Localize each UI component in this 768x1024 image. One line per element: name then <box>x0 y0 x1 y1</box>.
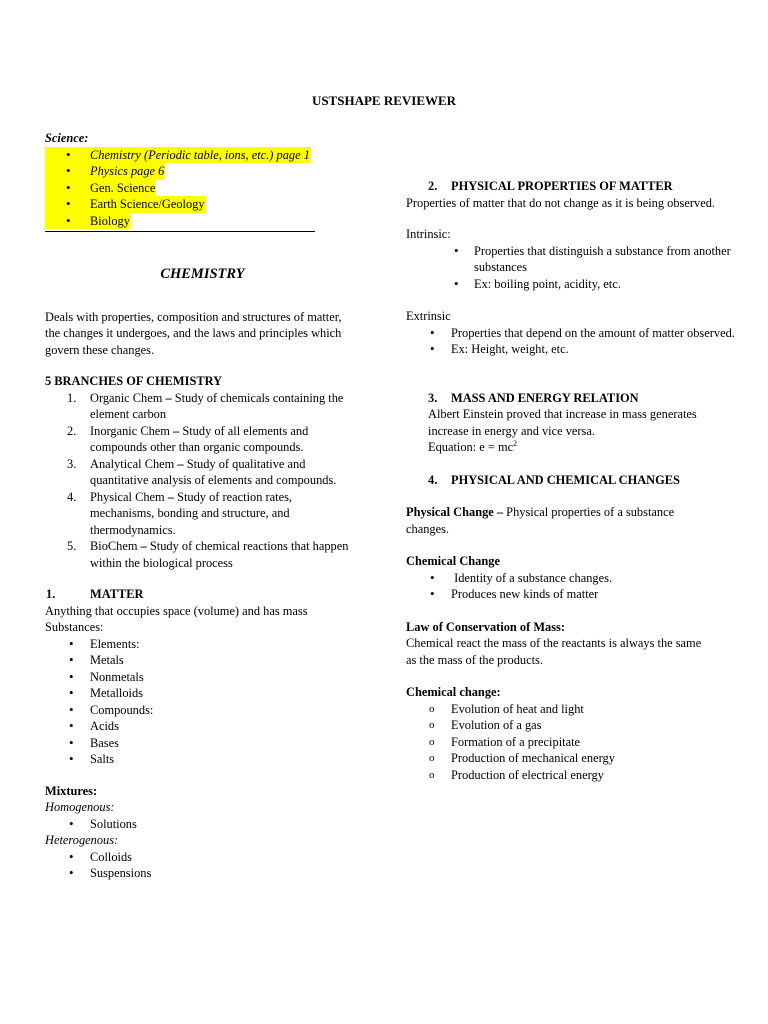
list-item-text: Physics page 6 <box>90 164 165 178</box>
physical-change-dash: – <box>493 505 507 519</box>
branch-item <box>45 489 355 539</box>
physical-change-paragraph <box>406 504 716 537</box>
list-item <box>406 767 736 784</box>
matter-heading <box>45 586 365 603</box>
branch-number: 2. <box>67 423 77 438</box>
list-item <box>45 702 365 719</box>
list-item-text: Properties that distinguish a substance from another substances <box>474 243 731 274</box>
list-item-text: Chemistry (Periodic table, ions, etc.) page 1 <box>90 147 310 162</box>
extrinsic-label: Extrinsic <box>406 309 451 323</box>
list-item <box>406 276 736 293</box>
right-column <box>406 178 736 783</box>
physical-change-text: Physical properties of a substance changes. <box>406 505 675 536</box>
branches-heading: 5 BRANCHES OF CHEMISTRY <box>45 374 223 388</box>
branch-description: Study of chemicals containing the element carbon <box>90 390 344 421</box>
list-item-text: Production of mechanical energy <box>451 751 615 765</box>
list-item <box>45 849 365 866</box>
branch-number: 3. <box>67 456 77 471</box>
branch-dash: – <box>169 423 183 438</box>
chemistry-intro: Deals with properties, composition and structures of matter, the changes it undergoes, and the laws and principles which govern these changes. <box>45 309 342 357</box>
branch-item <box>45 538 355 571</box>
matter-heading-number: 1. <box>46 587 56 601</box>
list-item-text: Elements: <box>90 636 140 651</box>
substances-list <box>45 636 365 768</box>
branch-description: Study of chemical reactions that happen within the biological process <box>90 539 349 570</box>
physical-properties-heading <box>406 178 736 195</box>
list-item-text: Ex: boiling point, acidity, etc. <box>474 276 621 291</box>
branch-description: Study of reaction rates, mechanisms, bonding and structure, and thermodynamics. <box>90 489 293 537</box>
list-item <box>45 718 365 735</box>
list-item-text: Production of electrical energy <box>451 767 604 782</box>
matter-definition: Anything that occupies space (volume) and has mass <box>45 603 308 618</box>
mass-energy-text: Albert Einstein proved that increase in mass generates increase in energy and vice versa. <box>428 407 697 438</box>
branch-description: Study of qualitative and quantitative analysis of elements and compounds. <box>90 456 337 487</box>
physical-properties-definition: Properties of matter that do not change as it is being observed. <box>406 195 715 210</box>
list-item <box>406 570 736 587</box>
extrinsic-list <box>406 325 736 358</box>
homogenous-label: Homogenous: <box>45 800 115 814</box>
law-text: Chemical react the mass of the reactants is always the same as the mass of the products. <box>406 636 702 667</box>
changes-number: 4. <box>428 472 438 487</box>
list-item <box>45 669 365 686</box>
branch-number: 5. <box>67 539 77 553</box>
branch-dash: – <box>137 539 150 553</box>
list-item-text: Salts <box>90 752 115 766</box>
chemical-change-label: Chemical Change <box>406 554 500 568</box>
list-item <box>406 734 736 751</box>
list-item <box>45 735 365 752</box>
intrinsic-list <box>406 243 736 293</box>
physical-properties-heading-text: PHYSICAL PROPERTIES OF MATTER <box>451 179 673 193</box>
list-item-text: Formation of a precipitate <box>451 734 581 749</box>
science-label: Science: <box>45 131 89 145</box>
physical-properties-number: 2. <box>428 179 438 193</box>
branch-name: Analytical Chem <box>90 456 175 471</box>
mixtures-label: Mixtures: <box>45 783 98 798</box>
branch-item <box>45 423 355 456</box>
branch-number: 4. <box>67 489 77 504</box>
left-column <box>45 130 365 882</box>
intrinsic-label: Intrinsic: <box>406 227 451 241</box>
list-item-text: Gen. Science <box>90 180 156 195</box>
branch-number: 1. <box>67 390 77 405</box>
physical-change-label: Physical Change <box>406 505 494 519</box>
list-item <box>45 147 311 164</box>
branch-dash: – <box>174 456 187 471</box>
list-item-text: Metals <box>90 653 124 667</box>
list-item-text: Bases <box>90 735 119 750</box>
list-item <box>406 325 736 342</box>
branch-dash: – <box>164 489 178 504</box>
list-item <box>45 685 365 702</box>
chemical-change-list <box>406 570 736 603</box>
matter-heading-text: MATTER <box>90 587 144 601</box>
branch-item <box>45 390 355 423</box>
branch-name: BioChem <box>90 539 138 553</box>
list-item-text: Solutions <box>90 816 137 831</box>
list-item-text: Metalloids <box>90 686 143 700</box>
list-item <box>45 180 156 197</box>
list-item <box>45 213 131 230</box>
list-item <box>45 163 165 180</box>
mass-energy-number: 3. <box>428 390 438 405</box>
list-item-text: Nonmetals <box>90 669 144 684</box>
list-item <box>45 652 365 669</box>
branch-dash: – <box>162 390 175 405</box>
chemistry-title: CHEMISTRY <box>160 266 245 282</box>
list-item-text: Properties that depend on the amount of matter observed. <box>451 325 735 340</box>
list-item <box>45 816 365 833</box>
mass-energy-equation <box>406 439 736 456</box>
substances-label: Substances: <box>45 620 104 634</box>
branch-name: Organic Chem <box>90 390 163 405</box>
list-item <box>45 751 365 768</box>
list-item-text: Compounds: <box>90 702 154 717</box>
mass-energy-heading <box>406 390 736 407</box>
mass-energy-heading-text: MASS AND ENERGY RELATION <box>451 390 639 405</box>
branch-description: Study of all elements and compounds other than organic compounds. <box>90 423 309 454</box>
list-item-text: Colloids <box>90 849 132 864</box>
heterogenous-list <box>45 849 365 882</box>
list-item <box>406 750 736 767</box>
equation-exponent: 2 <box>513 439 518 448</box>
equation-text: Equation: e = mc <box>428 440 514 454</box>
list-item-text: Evolution of a gas <box>451 718 542 732</box>
changes-heading-text: PHYSICAL AND CHEMICAL CHANGES <box>451 472 680 487</box>
branches-list <box>45 390 355 572</box>
list-item-text: Biology <box>90 213 130 228</box>
chemical-change-examples-list <box>406 701 736 784</box>
branch-item <box>45 456 355 489</box>
list-item <box>406 717 736 734</box>
horizontal-divider <box>45 231 315 232</box>
list-item <box>406 341 736 358</box>
list-item <box>406 701 736 718</box>
law-label: Law of Conservation of Mass: <box>406 619 566 634</box>
list-item-text: Acids <box>90 719 119 733</box>
list-item-text: Ex: Height, weight, etc. <box>451 342 569 356</box>
science-topic-list <box>45 147 365 230</box>
list-item <box>406 243 736 276</box>
list-item-text: Earth Science/Geology <box>90 197 205 211</box>
heterogenous-label: Heterogenous: <box>45 833 119 847</box>
list-item-text: Produces new kinds of matter <box>451 587 599 601</box>
changes-heading <box>406 472 736 489</box>
list-item <box>45 196 206 213</box>
list-item-text: Identity of a substance changes. <box>451 570 613 585</box>
list-item <box>45 636 365 653</box>
document-title: USTSHAPE REVIEWER <box>311 93 457 108</box>
branch-name: Physical Chem <box>90 489 165 504</box>
homogenous-list <box>45 816 365 833</box>
list-item <box>406 586 736 603</box>
chemical-change-examples-label: Chemical change: <box>406 685 501 699</box>
list-item-text: Suspensions <box>90 866 152 880</box>
list-item <box>45 865 365 882</box>
list-item-text: Evolution of heat and light <box>451 701 584 716</box>
branch-name: Inorganic Chem <box>90 423 170 438</box>
